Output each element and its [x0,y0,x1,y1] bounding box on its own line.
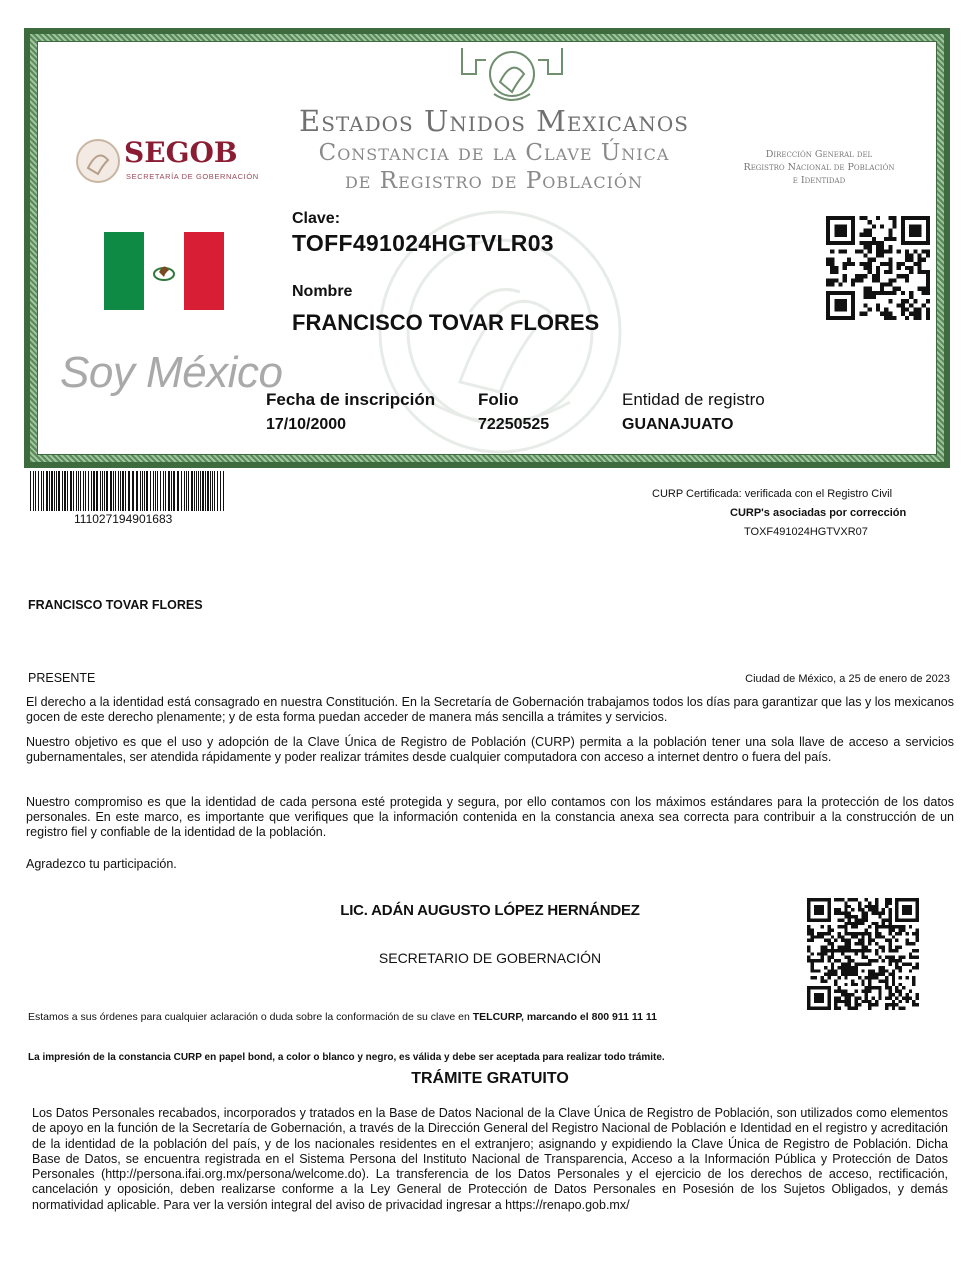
signer-position: SECRETARIO DE GOBERNACIÓN [378,950,602,966]
curp-asociadas-label: CURP's asociadas por corrección [730,507,907,519]
certificate-paper [37,41,937,455]
folio-label: Folio [478,390,519,409]
document-title-line-1: Constancia de la Clave Única [318,140,670,166]
segob-subtitle: SECRETARÍA DE GOBERNACIÓN [126,172,259,181]
coat-of-arms-icon [456,44,568,112]
segob-name: SEGOB [124,136,238,169]
telcurp-text: Estamos a sus órdenes para cualquier aclaración o duda sobre la conformación de su clave en [28,1011,473,1023]
curp-certificada: CURP Certificada: verificada con el Registro Civil [652,488,893,500]
flag-emblem-icon [151,260,177,282]
tramite-gratuito: TRÁMITE GRATUITO [411,1070,569,1087]
signer-name: LIC. ADÁN AUGUSTO LÓPEZ HERNÁNDEZ [340,902,640,919]
direccion-line: e Identidad [792,175,846,186]
privacy-notice: Los Datos Personales recabados, incorporados y tratados en la Base de Datos Nacional de la Clave Única de Registro de Población, son utilizados como elementos de apoyo en la función de la Secretaría de Gobernación, a través de la Dirección General del Registro Nacional de Población e Identidad en el registro y acreditación de la identidad de la población del país, y de los nacionales residentes en el extranjero; asignando y expidiendo la Clave Única de Registro de Población. Dicha Base de Datos, se encuentra registrada en el Sistema Persona del Instituto Nacional de Transparencia, Acceso a la Información Pública y Protección de Datos Personales (http://persona.ifai.org.mx/persona/welcome.do). La transferencia de los Datos Personales y el ejercicio de los derechos de acceso, rectificación, cancelación y oposición, deben realizarse conforme a la Ley General de Protección de Datos Personales en Posesión de los Sujetos Obligados, y demás normatividad aplicable. Para ver la versión integral del aviso de privacidad ingresar a https://renapo.gob.mx/ [32,1106,948,1212]
curp-asociada-value: TOXF491024HGTVXR07 [744,526,868,538]
entidad-value: GUANAJUATO [622,416,734,433]
folio-value: 72250525 [478,416,550,433]
nombre-value: FRANCISCO TOVAR FLORES [292,310,600,335]
thanks: Agradezco tu participación. [26,857,177,871]
direccion-general [714,148,924,187]
printing-note: La impresión de la constancia CURP en papel bond, a color o blanco y negro, es válida y debe ser aceptada para realizar todo trámite. [28,1052,665,1063]
telcurp-note [28,1011,657,1023]
signature-qr-code-icon[interactable] [806,898,920,1010]
country-title: Estados Unidos Mexicanos [299,104,689,138]
letter-paragraph-1: El derecho a la identidad está consagrado en nuestra Constitución. En la Secretaría de Gobernación trabajamos todos los días para garantizar que las y los mexicanos gocen de este derecho plenamente; y de esta forma puedan acceder de manera más sencilla a trámites y servicios. [26,695,954,724]
letter-paragraph-2: Nuestro objetivo es que el uso y adopción de la Clave Única de Registro de Población (CURP) permita a la población tener una sola llave de acceso a servicios gubernamentales, ser atendida rápidamente y poder realizar trámites desde cualquier computadora con acceso a internet dentro o fuera del país. [26,735,954,764]
fecha-inscripcion-value: 17/10/2000 [266,416,347,433]
clave-value: TOFF491024HGTVLR03 [292,230,554,256]
mexican-flag-icon [104,232,224,310]
segob-seal-icon [70,136,130,186]
barcode-icon [30,471,224,511]
fecha-inscripcion-label: Fecha de inscripción [266,390,436,409]
letter-paragraph-3: Nuestro compromiso es que la identidad de cada persona esté protegida y segura, por ello contamos con los máximos estándares para la protección de los datos personales. En este marco, es importante que verifiques que la información contenida en la constancia anexa sea correcta para contribuir a la construcción de un registro fiel y confiable de la identidad de la población. [26,795,954,839]
nombre-label: Nombre [292,283,353,300]
telcurp-phone: TELCURP, marcando el 800 911 11 11 [472,1011,658,1023]
addressee: FRANCISCO TOVAR FLORES [28,598,203,612]
clave-label: Clave: [292,210,341,227]
direccion-line: Registro Nacional de Población [743,162,895,173]
certificate-frame [30,34,944,462]
barcode-number: 111027194901683 [74,512,173,526]
direccion-line: Dirección General del [765,149,873,160]
slogan: Soy México [60,348,283,397]
presente: PRESENTE [28,671,96,685]
entidad-label: Entidad de registro [622,390,765,409]
document-title-line-2: de Registro de Población [344,168,644,194]
place-date: Ciudad de México, a 25 de enero de 2023 [745,673,950,685]
curp-certificate [24,28,950,468]
qr-code-icon[interactable] [826,214,930,322]
